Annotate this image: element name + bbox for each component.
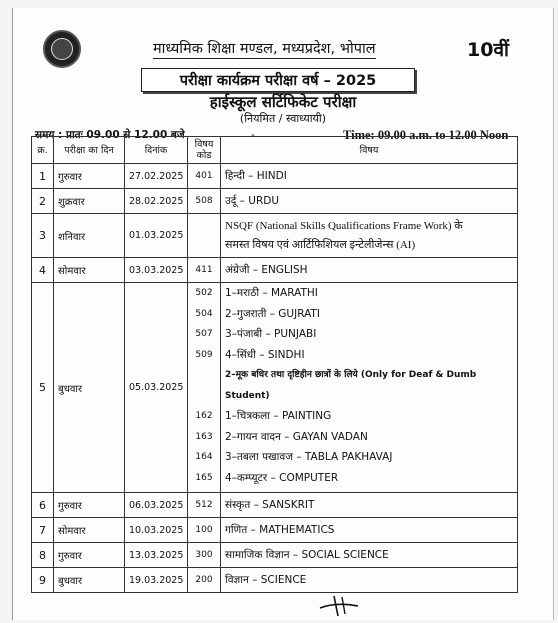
cell-date: 01.03.2025 — [125, 214, 188, 258]
subject-item: 1–मराठी – MARATHI — [225, 287, 318, 299]
cell-date: 05.03.2025 — [125, 283, 188, 493]
table-row — [32, 258, 518, 283]
code-item: 507 — [195, 329, 213, 339]
code-item: 509 — [195, 349, 213, 360]
cell-subject: अंग्रेजी – ENGLISH — [221, 258, 518, 283]
board-name: माध्यमिक शिक्षा मण्डल, मध्यप्रदेश, भोपाल — [153, 38, 376, 59]
class-label: 10वीं — [467, 39, 509, 61]
table-row — [32, 214, 518, 258]
cell-date: 03.03.2025 — [125, 258, 188, 283]
cell-date: 27.02.2025 — [125, 164, 188, 189]
table-header-row — [32, 137, 518, 164]
cell-code: 200 — [188, 568, 221, 593]
cell-subject: सामाजिक विज्ञान – SOCIAL SCIENCE — [221, 543, 518, 568]
code-item: 163 — [195, 431, 213, 442]
cell-subject: विज्ञान – SCIENCE — [221, 568, 518, 593]
exam-type: (नियमित / स्वाध्यायी) — [239, 112, 327, 125]
cell-sr: 1 — [32, 164, 54, 189]
cell-subject-list — [221, 283, 518, 493]
cell-subject: हिन्दी – HINDI — [221, 164, 518, 189]
subject-item: 3–तबला पखावज – TABLA PAKHAVAJ — [225, 451, 393, 463]
cell-subject: उर्दू – URDU — [221, 189, 518, 214]
subject-item: 1–चित्रकला – PAINTING — [225, 410, 332, 422]
code-item: 162 — [195, 411, 213, 421]
cell-code: 401 — [188, 164, 221, 189]
table-row — [32, 283, 518, 493]
cell-code: 100 — [188, 518, 221, 543]
col-header-subject: विषय — [221, 137, 518, 164]
subject-item: 2–गुजराती – GUJRATI — [225, 307, 320, 320]
cell-sr: 7 — [32, 518, 54, 543]
table-row — [32, 518, 518, 543]
table-row — [32, 568, 518, 593]
cell-code-list — [188, 283, 221, 493]
col-header-sr: क्र. — [32, 137, 54, 164]
col-header-date: दिनांक — [125, 137, 188, 164]
cell-day: शुक्रवार — [54, 189, 125, 214]
code-item: 504 — [195, 308, 213, 319]
subject-item: 3–पंजाबी – PUNJABI — [225, 328, 317, 340]
cell-day: बुधवार — [54, 568, 125, 593]
table-row — [32, 189, 518, 214]
cell-sr: 9 — [32, 568, 54, 593]
cell-day: सोमवार — [54, 258, 125, 283]
cell-subject: संस्कृत – SANSKRIT — [221, 493, 518, 518]
nsqf-line-2: समस्त विषय एवं आर्टिफिशियल इन्टेलीजेन्स (AI) — [225, 238, 416, 251]
table-row — [32, 543, 518, 568]
cell-sr: 8 — [32, 543, 54, 568]
cell-sr: 2 — [32, 189, 54, 214]
cell-day: गुरुवार — [54, 164, 125, 189]
cell-code: 512 — [188, 493, 221, 518]
cell-code: 300 — [188, 543, 221, 568]
cell-sr: 6 — [32, 493, 54, 518]
cell-date: 06.03.2025 — [125, 493, 188, 518]
cell-date: 10.03.2025 — [125, 518, 188, 543]
col-header-day: परीक्षा का दिन — [54, 137, 125, 164]
time-english: Time: 09.00 a.m. to 12.00 Noon — [343, 128, 509, 142]
cell-sr: 4 — [32, 258, 54, 283]
code-item: 502 — [195, 288, 213, 298]
subject-item: 2–गायन वादन – GAYAN VADAN — [225, 430, 368, 443]
cell-code: 508 — [188, 189, 221, 214]
signature-mark — [318, 594, 362, 618]
cell-date: 19.03.2025 — [125, 568, 188, 593]
exam-name: हाईस्कूल सर्टिफिकेट परीक्षा — [209, 93, 357, 111]
cell-code: 411 — [188, 258, 221, 283]
cell-subject: गणित – MATHEMATICS — [221, 518, 518, 543]
subject-item: 4–कम्प्यूटर – COMPUTER — [225, 471, 339, 484]
cell-date: 28.02.2025 — [125, 189, 188, 214]
cell-code — [188, 214, 221, 258]
cell-day: गुरुवार — [54, 493, 125, 518]
programme-title: परीक्षा कार्यक्रम परीक्षा वर्ष – 2025 — [141, 68, 415, 92]
board-seal-logo — [43, 30, 81, 68]
table-row — [32, 164, 518, 189]
exam-schedule-table — [31, 136, 518, 593]
cell-day: शनिवार — [54, 214, 125, 258]
separator: - — [251, 128, 255, 141]
table-row — [32, 493, 518, 518]
cell-day: बुधवार — [54, 283, 125, 493]
time-hindi: समय : प्रातः 09.00 से 12.00 बजे — [35, 129, 185, 141]
cell-day: सोमवार — [54, 518, 125, 543]
nsqf-line-1: NSQF (National Skills Qualifications Frame Work) के — [225, 219, 463, 232]
cell-date: 13.03.2025 — [125, 543, 188, 568]
code-item: 165 — [195, 472, 213, 483]
code-item: 164 — [195, 452, 213, 462]
special-note-line-2: Student) — [225, 390, 270, 401]
special-note-line-1: 2–मूक बधिर तथा दृष्टिहीन छात्रों के लिये (Only for Deaf & Dumb — [225, 370, 477, 380]
col-header-code: विषय कोड — [188, 137, 221, 164]
subject-item: 4–सिंधी – SINDHI — [225, 348, 305, 361]
cell-sr: 5 — [32, 283, 54, 493]
cell-subject — [221, 214, 518, 258]
cell-sr: 3 — [32, 214, 54, 258]
cell-day: गुरुवार — [54, 543, 125, 568]
